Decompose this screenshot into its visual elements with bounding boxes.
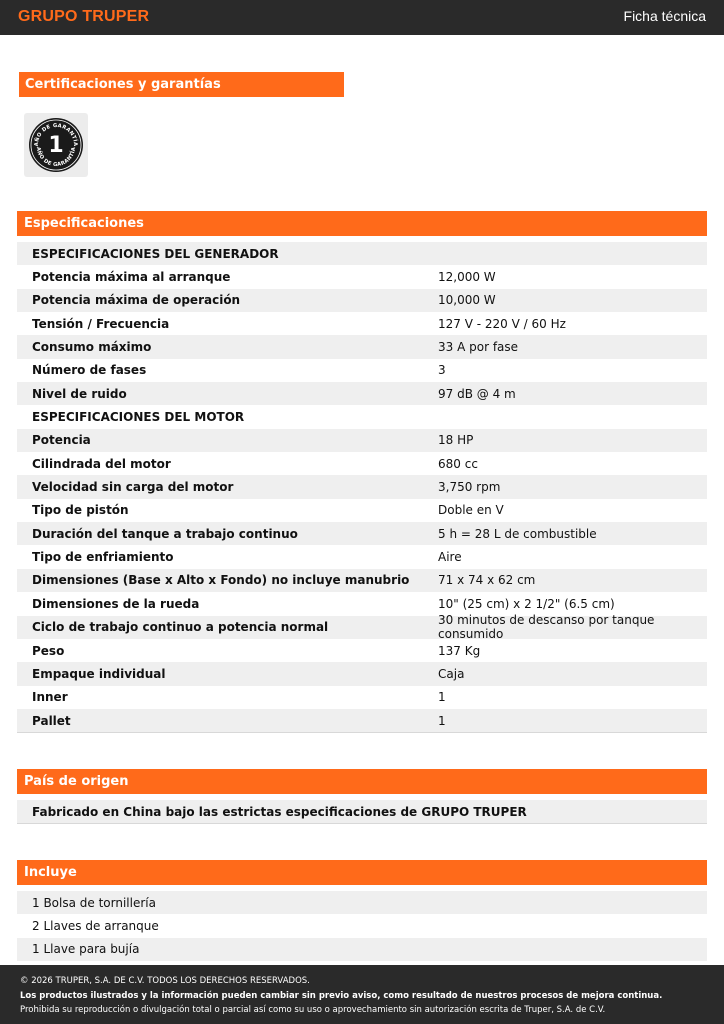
- specifications-table: [17, 242, 707, 733]
- table-row: [17, 569, 707, 592]
- table-row: [17, 289, 707, 312]
- table-row: [17, 265, 707, 288]
- spec-label: Duración del tanque a trabajo continuo: [32, 526, 298, 541]
- warranty-seal-icon: [28, 117, 84, 173]
- origin-text: Fabricado en China bajo las estrictas especificaciones de GRUPO TRUPER: [17, 800, 707, 824]
- spec-label: Potencia máxima al arranque: [32, 270, 231, 285]
- table-row: [17, 709, 707, 732]
- spec-value: Doble en V: [438, 503, 504, 518]
- spec-value: 3: [438, 363, 446, 378]
- spec-value: 30 minutos de descanso por tanque consumido: [438, 613, 655, 642]
- includes-header: Incluye: [17, 860, 707, 885]
- spec-value: 137 Kg: [438, 643, 481, 658]
- spec-value: 127 V - 220 V / 60 Hz: [438, 316, 566, 331]
- top-bar: [0, 0, 724, 35]
- table-row: [17, 242, 707, 265]
- table-row: [17, 335, 707, 358]
- list-item: 1 Bolsa de tornillería: [17, 891, 707, 914]
- table-row: [17, 312, 707, 335]
- footer-notice: Los productos ilustrados y la información pueden cambiar sin previo aviso, como resultado de nuestros procesos de mejora continua.: [20, 990, 663, 1001]
- list-item: 1 Llave para bujía: [17, 938, 707, 961]
- table-row: [17, 359, 707, 382]
- spec-value: 71 x 74 x 62 cm: [438, 573, 536, 588]
- footer-copyright: © 2026 TRUPER, S.A. DE C.V. TODOS LOS DERECHOS RESERVADOS.: [20, 976, 310, 986]
- spec-value: 97 dB @ 4 m: [438, 386, 516, 401]
- table-row: [17, 639, 707, 662]
- spec-value: 33 A por fase: [438, 340, 519, 355]
- spec-value: 5 h = 28 L de combustible: [438, 526, 597, 541]
- list-item: 2 Llaves de arranque: [32, 918, 159, 933]
- origin-header: País de origen: [17, 769, 707, 794]
- table-row: [17, 592, 707, 615]
- footer-legal: Prohibida su reproducción o divulgación total o parcial así como su uso o aprovechamiento sin autorización escrita de Truper, S.A. de C.V.: [20, 1005, 606, 1015]
- table-row: [17, 545, 707, 568]
- spec-label: Potencia: [32, 433, 91, 448]
- table-row: [17, 499, 707, 522]
- spec-label: Ciclo de trabajo continuo a potencia normal: [32, 620, 329, 635]
- table-row: [17, 429, 707, 452]
- table-row: [17, 613, 707, 642]
- table-row: [17, 382, 707, 405]
- spec-label: Dimensiones (Base x Alto x Fondo) no incluye manubrio: [32, 573, 410, 588]
- spec-label: Nivel de ruido: [32, 386, 127, 401]
- spec-label: ESPECIFICACIONES DEL GENERADOR: [32, 246, 279, 261]
- brand-logo: GRUPO TRUPER: [18, 8, 150, 25]
- table-row: [17, 405, 707, 428]
- spec-value: 12,000 W: [438, 270, 496, 285]
- spec-label: Tipo de pistón: [32, 503, 129, 518]
- spec-value: 10,000 W: [438, 293, 496, 308]
- spec-value: Caja: [438, 666, 465, 681]
- table-row: [17, 662, 707, 685]
- table-row: [17, 452, 707, 475]
- page-title: Ficha técnica: [623, 8, 706, 24]
- spec-label: ESPECIFICACIONES DEL MOTOR: [32, 410, 245, 425]
- spec-value: 680 cc: [438, 456, 478, 471]
- spec-value: 3,750 rpm: [438, 480, 501, 495]
- spec-label: Inner: [32, 690, 68, 705]
- svg-text:AÑO DE GARANTÍA: AÑO DE GARANTÍA: [34, 146, 78, 169]
- spec-label: Consumo máximo: [32, 340, 152, 355]
- spec-label: Número de fases: [32, 363, 147, 378]
- spec-value: 1: [438, 690, 446, 705]
- includes-list: [17, 891, 707, 961]
- spec-label: Peso: [32, 643, 65, 658]
- svg-text:1: 1: [48, 133, 64, 158]
- spec-label: Cilindrada del motor: [32, 456, 171, 471]
- spec-value: 1: [438, 713, 446, 728]
- spec-label: Velocidad sin carga del motor: [32, 480, 234, 495]
- footer: [0, 965, 724, 1024]
- table-row: [17, 686, 707, 709]
- warranty-badge: [24, 113, 88, 177]
- table-row: [17, 522, 707, 545]
- spec-label: Dimensiones de la rueda: [32, 596, 200, 611]
- svg-text:AÑO DE GARANTÍA: AÑO DE GARANTÍA: [33, 122, 79, 147]
- spec-value: 18 HP: [438, 433, 474, 448]
- spec-label: Pallet: [32, 713, 71, 728]
- spec-value: 10" (25 cm) x 2 1/2" (6.5 cm): [438, 596, 615, 611]
- table-row: [17, 475, 707, 498]
- spec-label: Potencia máxima de operación: [32, 293, 241, 308]
- spec-label: Empaque individual: [32, 666, 166, 681]
- spec-value: Aire: [438, 550, 462, 565]
- spec-label: Tipo de enfriamiento: [32, 550, 174, 565]
- specifications-header: Especificaciones: [17, 211, 707, 236]
- certifications-header: Certificaciones y garantías: [19, 72, 344, 97]
- spec-label: Tensión / Frecuencia: [32, 316, 170, 331]
